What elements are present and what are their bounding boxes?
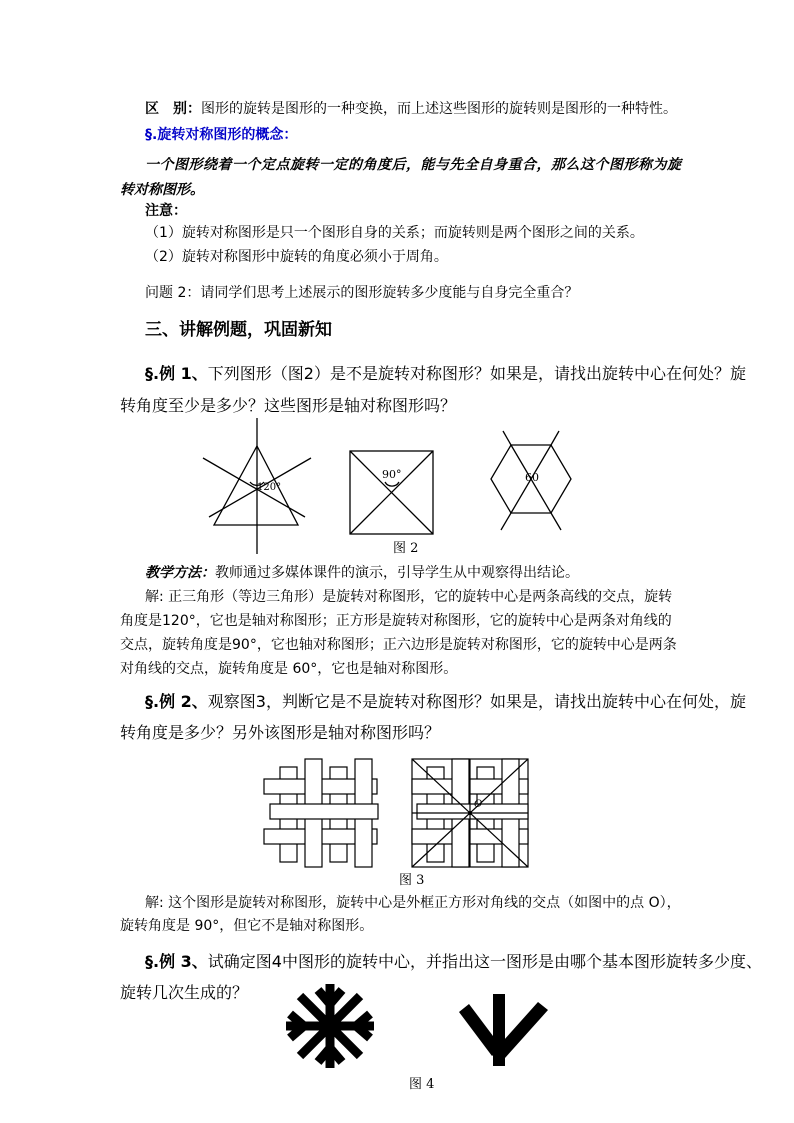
rotation-center-label: O: [474, 799, 483, 810]
example1-solution-line2: 角度是120°，它也是轴对称图形；正方形是旋转对称图形，它的旋转中心是两条对角线的: [120, 613, 672, 629]
section-3-title: 三、讲解例题，巩固新知: [145, 320, 332, 340]
example2-solution-line2: 旋转角度是 90°，但它不是轴对称图形。: [120, 918, 374, 934]
square-figure: [350, 451, 433, 534]
example1-label: §.例 1、: [145, 364, 208, 383]
distinction-paragraph: [145, 99, 677, 119]
woven-square-left: [264, 759, 378, 867]
example1-line1: [145, 364, 746, 384]
example3-line2: 旋转几次生成的？: [120, 983, 249, 1002]
concept-definition-line2: 转对称图形。: [120, 182, 204, 198]
example1-line2: 转角度至少是多少？这些图形是轴对称图形吗？: [120, 396, 457, 415]
note-item-2: （2）旋转对称图形中旋转的角度必须小于周角。: [145, 249, 448, 265]
example1-method: [145, 563, 579, 583]
square-angle-label: 90°: [382, 468, 402, 481]
example2-solution-line1: 解: 这个图形是旋转对称图形，旋转中心是外框正方形对角线的交点（如图中的点 O），: [145, 895, 681, 911]
concept-heading: §.旋转对称图形的概念：: [145, 127, 298, 143]
method-label: 教学方法：: [145, 565, 215, 581]
figure-2: [195, 418, 585, 558]
example2-line1: [145, 692, 746, 712]
triangle-angle-label: 120°: [257, 482, 282, 493]
example2-label: §.例 2、: [145, 692, 208, 711]
hexagon-angle-label: 60: [525, 471, 539, 484]
rotation-center-point: [468, 811, 472, 815]
example2-line2: 转角度是多少？另外该图形是轴对称图形吗？: [120, 723, 441, 742]
figure-3: [262, 757, 547, 869]
figure-4: [280, 980, 570, 1072]
branch-shape: [459, 994, 548, 1066]
concept-definition-line1: 一个图形绕着一个定点旋转一定的角度后，能与先全自身重合，那么这个图形称为旋: [145, 157, 682, 173]
snowflake-shape: [286, 984, 374, 1068]
note-item-1: （1）旋转对称图形是只一个图形自身的关系；而旋转则是两个图形之间的关系。: [145, 225, 644, 241]
distinction-label: 区 别：: [145, 101, 201, 117]
triangle-altitude-left: [203, 458, 305, 517]
example2-text1: 观察图3，判断它是不是旋转对称图形？如果是，请找出旋转中心在何处，旋: [207, 692, 746, 711]
method-text: 教师通过多媒体课件的演示，引导学生从中观察得出结论。: [215, 565, 579, 581]
notes-label: 注意：: [145, 203, 187, 219]
figure-2-caption: 图 2: [393, 541, 419, 556]
figure-3-caption: 图 3: [399, 873, 425, 888]
example3-label: §.例 3、: [145, 952, 208, 971]
figure-4-caption: 图 4: [409, 1077, 435, 1092]
question-2: 问题 2：请同学们思考上述展示的图形旋转多少度能与自身完全重合？: [145, 285, 579, 301]
example1-solution-line3: 交点，旋转角度是90°，它也轴对称图形；正六边形是旋转对称图形，它的旋转中心是两条: [120, 637, 677, 653]
distinction-text: 图形的旋转是图形的一种变换，而上述这些图形的旋转则是图形的一种特性。: [201, 101, 677, 117]
example3-line1: [145, 952, 762, 972]
example1-text1: 下列图形（图2）是不是旋转对称图形？如果是，请找出旋转中心在何处？旋: [207, 364, 746, 383]
example3-text1: 试确定图4中图形的旋转中心，并指出这一图形是由哪个基本图形旋转多少度、: [207, 952, 762, 971]
example1-solution-line4: 对角线的交点，旋转角度是 60°，它也是轴对称图形。: [120, 661, 458, 677]
example1-solution-line1: 解: 正三角形（等边三角形）是旋转对称图形，它的旋转中心是两条高线的交点，旋转: [145, 589, 673, 605]
